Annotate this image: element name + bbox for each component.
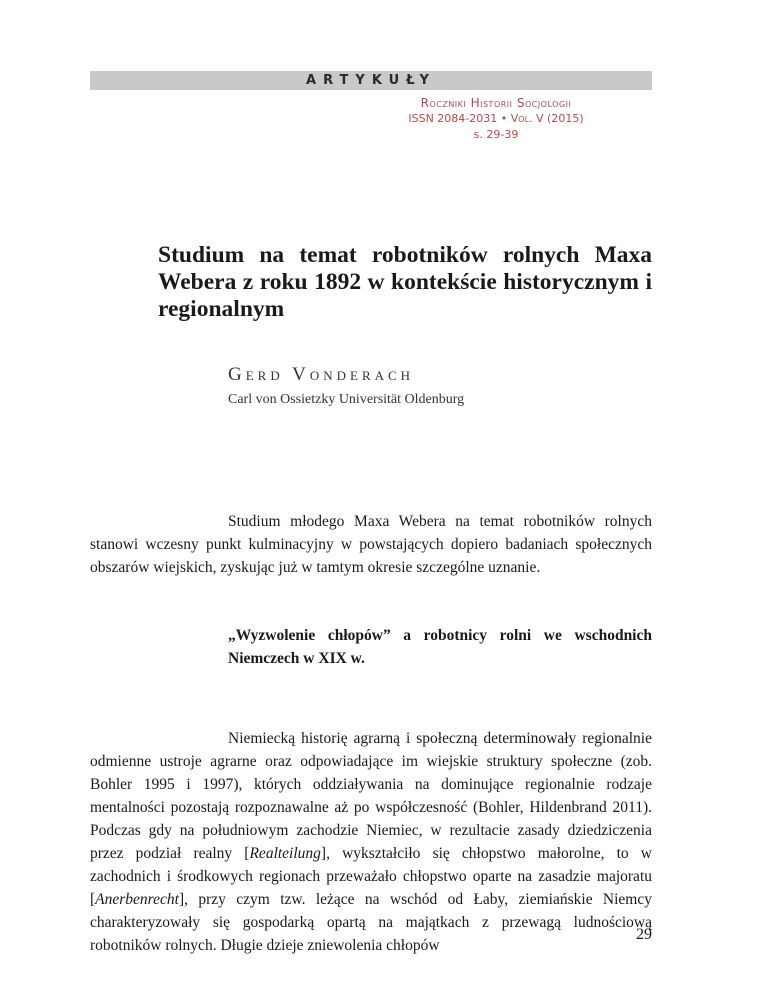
german-term: Anerbenrecht	[95, 891, 179, 908]
german-term: Realteilung	[249, 845, 321, 862]
article-title: Studium na temat robotników rolnych Maxa Webera z roku 1892 w kontekście historycznym i regionalnym	[158, 242, 652, 322]
article-abstract: Studium młodego Maxa Webera na temat robotników rolnych stanowi wczesny punkt kulminacyjny w powstających dopiero badaniach społecznych obszarów wiejskich, zyskując już w tamtym okresie szczególne uznanie.	[90, 513, 652, 576]
body-paragraph	[90, 727, 652, 957]
section-heading: „Wyzwolenie chłopów” a robotnicy rolni we wschodnich Niemczech w XIX w.	[228, 627, 652, 667]
page-number: 29	[636, 926, 652, 943]
author-affiliation: Carl von Ossietzky Universität Oldenburg	[228, 392, 465, 407]
journal-info	[346, 95, 646, 143]
section-header-bar	[90, 71, 652, 90]
body-text-part: ], przy czym tzw. leżące na wschód od Łaby, ziemiańskie Niemcy charakteryzowały się gospodarką opartą na majątkach z przewagą ludnościową robotników rolnych. Długie dzieje zniewolenia chłopów	[90, 891, 652, 954]
section-label: ARTYKUŁY	[306, 73, 436, 88]
journal-name: Roczniki Historii Socjologii	[420, 96, 572, 110]
journal-pages: s. 29-39	[473, 128, 519, 141]
body-text-part: Niemiecką historię agrarną i społeczną determinowały regionalnie odmienne ustroje agrarne oraz odpowiadające im wiejskie struktury społeczne (zob. Bohler 1995 i 1997), których oddziaływania na dominujące regionalnie rodzaje mentalności pozostają rozpoznawalne aż po współczesność (Bohler, Hildenbrand 2011). Podczas gdy na południowym zachodzie Niemiec, w rezultacie zasady dziedziczenia przez podział realny [	[90, 730, 652, 862]
journal-issn: ISSN 2084-2031 • Vol. V (2015)	[408, 112, 584, 125]
article-author: Gerd Vonderach	[228, 364, 415, 385]
body-text-part: ], wykształciło się chłopstwo małorolne, to w zachodnich i środkowych regionach przeważało chłopstwo oparte na zasadzie majoratu [	[90, 845, 653, 908]
